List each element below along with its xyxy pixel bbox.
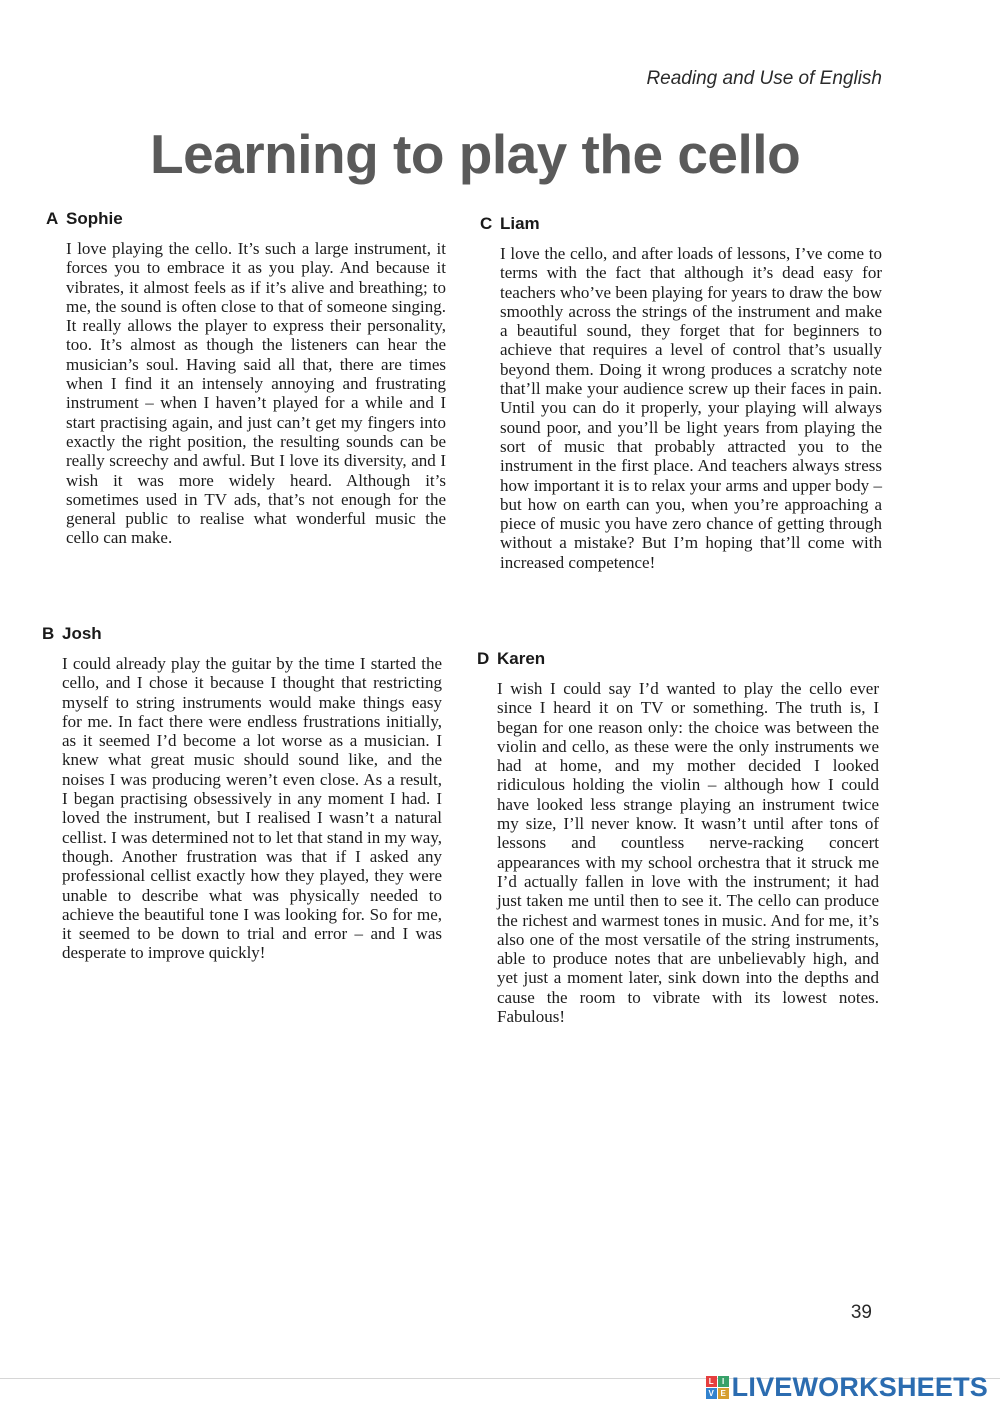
logo-tile: L bbox=[706, 1376, 717, 1387]
section-karen bbox=[477, 649, 879, 1026]
section-name: Liam bbox=[500, 214, 540, 233]
section-text: I wish I could say I’d wanted to play the cello ever since I heard it on TV or something. The truth is, I began for one reason only: the choice was between the violin and cello, as these were the only instruments we had at home, and my mother decided I looked ridiculous holding the violin – although how I could have looked less strange playing an instrument twice my size, I’ll never know. It wasn’t until after tons of lessons and countless nerve-racking concert appearances with my school orchestra that it struck me I’d actually fallen in love with the instrument; it had just taken me until then to see it. The cello can produce the richest and warmest tones in music. And for me, it’s also one of the most versatile of the string instruments, able to produce notes that are unbelievably high, and yet just a moment later, sink down into the depths and cause the room to vibrate with its lowest notes. Fabulous! bbox=[497, 679, 879, 1027]
section-heading bbox=[42, 624, 442, 644]
section-name: Karen bbox=[497, 649, 546, 668]
section-text: I could already play the guitar by the time I started the cello, and I chose it because I thought that restricting myself to string instruments would make things easy for me. In fact there were endless frustrations initially, as it seemed I’d become a lot worse as a musician. I knew what great music should sound like, and the noises I was producing weren’t even close. As a result, I began practising obsessively in any moment I had. I loved the instrument, but I realised I wasn’t a natural cellist. I was determined not to let that stand in my way, though. Another frustration was that if I asked any professional cellist exactly how they played, they were unable to describe what was physically needed to achieve the beautiful tone I was looking for. So for me, it seemed to be down to trial and error – and I was desperate to improve quickly! bbox=[62, 654, 442, 963]
logo-tile: I bbox=[718, 1376, 729, 1387]
section-heading bbox=[480, 214, 882, 234]
running-header: Reading and Use of English bbox=[646, 68, 882, 89]
section-text: I love the cello, and after loads of lessons, I’ve come to terms with the fact that although it’s dead easy for teachers who’ve been playing for years to draw the bow smoothly across the strings of the instrument and make a beautiful sound, they forget that for beginners to achieve that requires a level of control that’s usually beyond them. Doing it wrong produces a scratchy note that’ll make your audience screw up their faces in pain. Until you can do it properly, your playing will always sound poor, and you’ll be light years from playing the sort of music that probably attracted you to the instrument in the first place. And teachers always stress how important it is to relax your arms and upper body – but how on earth can you, when you’re approaching a piece of music you have zero chance of getting through without a mistake? But I’m hoping that’ll come with increased competence! bbox=[500, 244, 882, 572]
section-letter: C bbox=[480, 214, 493, 233]
section-text: I love playing the cello. It’s such a large instrument, it forces you to embrace it as you play. And because it vibrates, it almost feels as if it’s alive and breathing; to me, the sound is often close to that of someone singing. It really allows the player to express their personality, too. It’s almost as though the listeners can hear the musician’s soul. Having said all that, there are times when I find it an intensely annoying and frustrating instrument – when I haven’t played for a while and I start practising again, and just can’t get my fingers into exactly the right position, the resulting sounds can be really screechy and awful. But I love its diversity, and I wish it was more widely heard. Although it’s sometimes used in TV ads, that’s not enough for the general public to realise what wonderful music the cello can make. bbox=[66, 239, 446, 548]
liveworksheets-logo-icon bbox=[706, 1376, 729, 1399]
liveworksheets-watermark bbox=[706, 1372, 988, 1403]
logo-tile: E bbox=[718, 1388, 729, 1399]
section-heading bbox=[477, 649, 879, 669]
page-title: Learning to play the cello bbox=[150, 123, 801, 185]
section-heading bbox=[46, 209, 446, 229]
section-sophie bbox=[46, 209, 446, 548]
logo-tile: V bbox=[706, 1388, 717, 1399]
section-name: Josh bbox=[62, 624, 102, 643]
section-letter: A bbox=[46, 209, 59, 228]
page-number: 39 bbox=[850, 1302, 872, 1323]
section-name: Sophie bbox=[66, 209, 123, 228]
section-josh bbox=[42, 624, 442, 963]
section-liam bbox=[480, 214, 882, 572]
section-letter: B bbox=[42, 624, 55, 643]
watermark-text: LIVEWORKSHEETS bbox=[731, 1372, 988, 1402]
section-letter: D bbox=[477, 649, 490, 668]
